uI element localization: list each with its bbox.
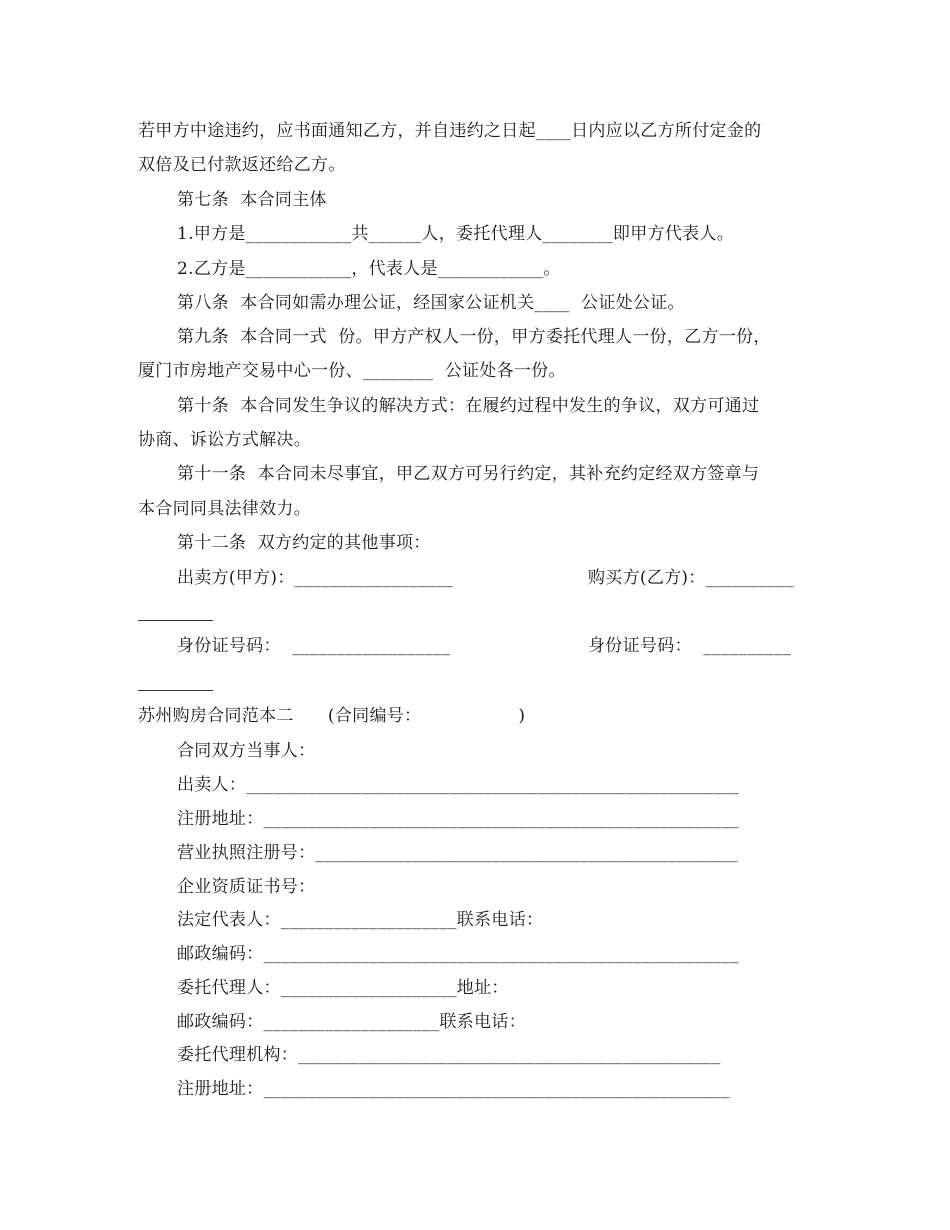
business-license-field: 营业执照注册号：________________________________________________ [177, 843, 738, 863]
seller-id-field: 身份证号码： __________________ [177, 636, 451, 656]
buyer-signature-field: 购买方(乙方)：__________ [588, 568, 794, 588]
qualification-certificate-field: 企业资质证书号： [177, 877, 316, 897]
legal-representative-field: 法定代表人：____________________联系电话： [177, 910, 544, 930]
article-7-item-1: 1.甲方是____________共______人，委托代理人________即甲方代表人。 [177, 224, 735, 244]
article-10-line-1: 第十条 本合同发生争议的解决方式：在履约过程中发生的争议，双方可通过 [177, 396, 760, 416]
seller-field: 出卖人：________________________________________________________ [177, 775, 739, 795]
article-7-heading: 第七条 本合同主体 [177, 190, 327, 210]
postcode-field-1: 邮政编码：______________________________________________________ [177, 944, 739, 964]
postcode-field-2: 邮政编码：____________________联系电话： [177, 1012, 526, 1032]
sample-2-title: 苏州购房合同范本二 (合同编号： ) [138, 706, 526, 726]
article-9-line-2: 厦门市房地产交易中心一份、________ 公证处各一份。 [138, 361, 566, 381]
article-10-line-2: 协商、诉讼方式解决。 [138, 430, 311, 450]
clause-6-line-2: 双倍及已付款返还给乙方。 [138, 155, 346, 175]
agency-field: 委托代理机构：________________________________________________ [177, 1045, 721, 1065]
id-continuation-rule [138, 690, 213, 691]
buyer-id-field: 身份证号码： __________ [588, 636, 792, 656]
article-11-line-1: 第十一条 本合同未尽事宜，甲乙双方可另行约定，其补充约定经双方签章与 [177, 464, 760, 484]
seller-signature-field: 出卖方(甲方)：__________________ [177, 568, 454, 588]
registered-address-field-2: 注册地址：_____________________________________________________ [177, 1079, 730, 1099]
parties-heading: 合同双方当事人： [177, 741, 316, 761]
clause-6-line-1: 若甲方中途违约，应书面通知乙方，并自违约之日起____日内应以乙方所付定金的 [138, 121, 762, 141]
signature-continuation-rule [138, 620, 213, 621]
article-7-item-2: 2.乙方是____________，代表人是____________。 [177, 259, 561, 279]
agent-field: 委托代理人：____________________地址： [177, 978, 509, 998]
article-8: 第八条 本合同如需办理公证，经国家公证机关____ 公证处公证。 [177, 293, 685, 313]
article-9-line-1: 第九条 本合同一式 份。甲方产权人一份，甲方委托代理人一份，乙方一份， [177, 327, 771, 347]
registered-address-field: 注册地址：______________________________________________________ [177, 809, 739, 829]
article-11-line-2: 本合同同具法律效力。 [138, 499, 311, 519]
article-12-heading: 第十二条 双方约定的其他事项： [177, 533, 431, 553]
